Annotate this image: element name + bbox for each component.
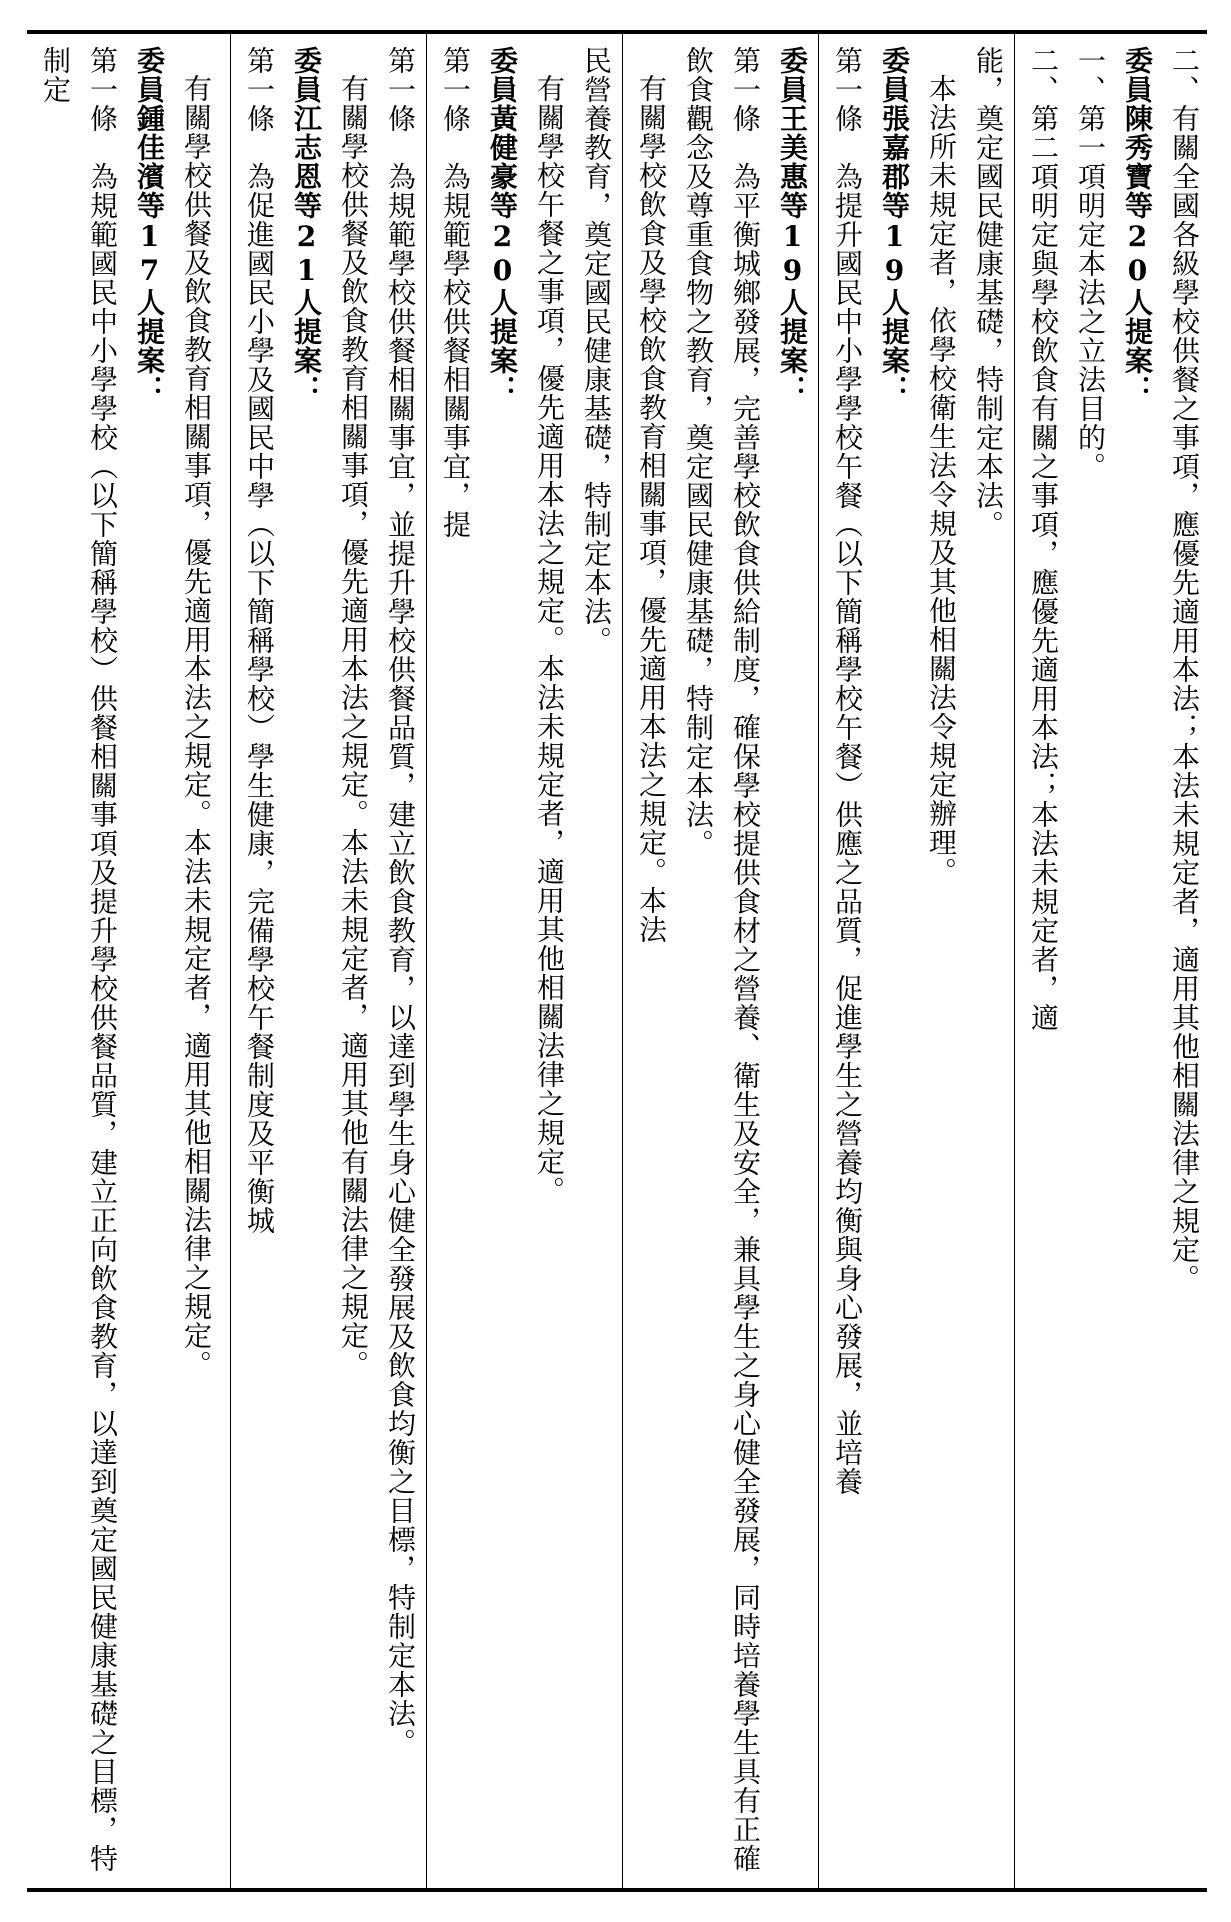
paragraph: 二、第二項明定與學校飲食有關之事項，應優先適用本法；本法未規定者，適 — [1027, 46, 1060, 1032]
paragraph: 第一條 為平衡城鄉發展，完善學校飲食供給制度，確保學校提供食材之營養、衛生及安全，兼具學生之身心健全發展，同時培養學生具有正確飲食觀念及尊重食物之教育，奠定國民健康基礎，特制定本法。 — [682, 46, 762, 1873]
paragraph: 能，奠定國民健康基礎，特制定本法。 — [972, 46, 1005, 539]
paragraph: 第一條 為規範學校供餐相關事宜，並提升學校供餐品質，建立飲食教育，以達到學生身心健全發展及飲食均衡之目標，特制定本法。 — [384, 46, 417, 1757]
paragraph — [816, 46, 818, 1882]
text-column-5 — [236, 40, 426, 1882]
paragraph: 第一條 為規範學校供餐相關事宜，提 — [439, 46, 472, 539]
top-border-rule — [27, 30, 1207, 34]
text-column-2 — [824, 40, 1014, 1882]
paragraph: 一、第一項明定本法之立法目的。 — [1074, 46, 1107, 481]
proposal-heading: 委員張嘉郡等19人提案： — [878, 46, 911, 404]
text-column-1 — [1020, 40, 1210, 1882]
text-column-6 — [32, 40, 222, 1882]
proposal-heading: 委員黃健豪等20人提案： — [486, 46, 519, 404]
paragraph: 民營養教育，奠定國民健康基礎，特制定本法。 — [580, 46, 613, 655]
column-divider — [230, 34, 231, 1888]
paragraph — [220, 46, 222, 1882]
text-column-4 — [432, 40, 622, 1882]
proposal-heading: 委員陳秀寶等20人提案： — [1121, 46, 1154, 404]
proposal-heading: 委員江志恩等21人提案： — [290, 46, 323, 404]
paragraph: 第一條 為促進國民小學及國民中學（以下簡稱學校）學生健康，完備學校午餐制度及平衡城 — [243, 46, 276, 1235]
paragraph: 第一條 為規範國民中小學學校（以下簡稱學校）供餐相關事項及提升學校供餐品質，建立正向飲食教育，以達到奠定國民健康基礎之目標，特制定 — [39, 46, 119, 1873]
paragraph: 第一條 為提升國民中小學學校午餐（以下簡稱學校午餐）供應之品質，促進學生之營養均衡與身心發展，並培養 — [831, 46, 864, 1496]
bottom-border-rule — [27, 1888, 1207, 1892]
paragraph: 本法所未規定者，依學校衛生法令規及其他相關法令規定辦理。 — [925, 74, 958, 886]
proposal-heading: 委員鍾佳濱等17人提案： — [133, 46, 166, 404]
paragraph: 二、有關全國各級學校供餐之事項，應優先適用本法；本法未規定者，適用其他相關法律之規定。 — [1168, 46, 1201, 1293]
column-divider — [622, 34, 623, 1888]
paragraph: 有關學校供餐及飲食教育相關事項，優先適用本法之規定。本法未規定者，適用其他相關法律之規定。 — [180, 74, 213, 1379]
proposal-heading — [424, 46, 426, 1882]
column-divider — [1014, 34, 1015, 1888]
paragraph: 有關學校供餐及飲食教育相關事項，優先適用本法之規定。本法未規定者，適用其他有關法律之規定。 — [337, 74, 370, 1379]
paragraph — [1208, 46, 1210, 1882]
text-column-3 — [628, 40, 818, 1882]
column-divider — [426, 34, 427, 1888]
paragraph: 有關學校飲食及學校飲食教育相關事項，優先適用本法之規定。本法 — [635, 74, 668, 944]
paragraph: 有關學校午餐之事項，優先適用本法之規定。本法未規定者，適用其他相關法律之規定。 — [533, 74, 566, 1205]
column-divider — [818, 34, 819, 1888]
proposal-heading: 委員王美惠等19人提案： — [776, 46, 809, 404]
